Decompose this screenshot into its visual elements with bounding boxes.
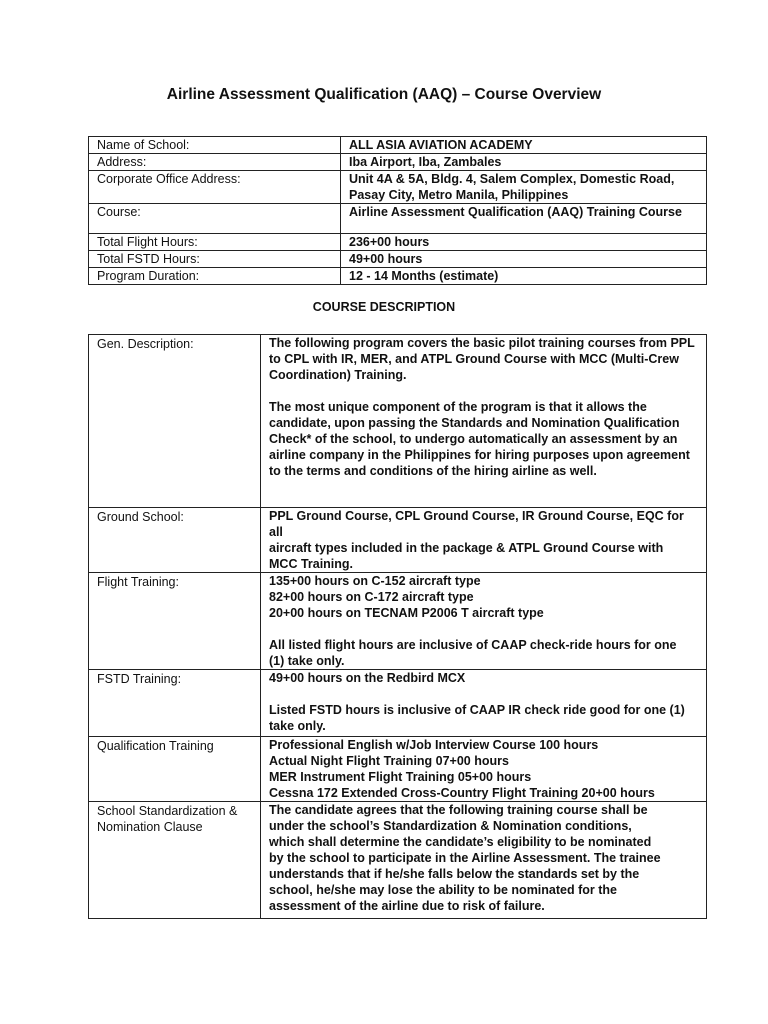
section-heading: COURSE DESCRIPTION — [312, 300, 456, 314]
text-line: (1) take only. — [269, 654, 345, 668]
text-line: 20+00 hours on TECNAM P2006 T aircraft type — [269, 606, 544, 620]
row-value — [261, 802, 707, 919]
row-label: Qualification Training — [89, 737, 261, 802]
row-label: Name of School: — [89, 137, 341, 154]
text-line: The candidate agrees that the following training course shall be — [269, 803, 648, 817]
label-line: School Standardization & — [97, 804, 238, 818]
text-line: PPL Ground Course, CPL Ground Course, IR Ground Course, EQC for all — [269, 509, 684, 539]
text-line: under the school’s Standardization & Nomination conditions, — [269, 819, 632, 833]
paragraph — [269, 399, 700, 479]
row-value — [261, 737, 707, 802]
row-label: Program Duration: — [89, 268, 341, 285]
value-line: Pasay City, Metro Manila, Philippines — [349, 188, 569, 202]
text-line: 135+00 hours on C-152 aircraft type — [269, 574, 481, 588]
text-line: candidate, upon passing the Standards and Nomination Qualification — [269, 416, 680, 430]
row-label: Total Flight Hours: — [89, 234, 341, 251]
text-line: to CPL with IR, MER, and ATPL Ground Course with MCC (Multi-Crew — [269, 352, 679, 366]
text-line: Coordination) Training. — [269, 368, 407, 382]
text-line: Check* of the school, to undergo automatically an assessment by an — [269, 432, 678, 446]
paragraph — [269, 737, 700, 801]
text-line: 49+00 hours on the Redbird MCX — [269, 671, 466, 685]
text-line: Actual Night Flight Training 07+00 hours — [269, 754, 509, 768]
row-value: ALL ASIA AVIATION ACADEMY — [341, 137, 707, 154]
row-label: Total FSTD Hours: — [89, 251, 341, 268]
text-line: by the school to participate in the Airline Assessment. The trainee — [269, 851, 661, 865]
row-value — [261, 335, 707, 508]
row-label: FSTD Training: — [89, 670, 261, 737]
text-line: MCC Training. — [269, 557, 354, 571]
row-value: Airline Assessment Qualification (AAQ) Training Course — [341, 204, 707, 234]
text-line: MER Instrument Flight Training 05+00 hours — [269, 770, 532, 784]
paragraph — [269, 573, 700, 621]
table-row — [89, 670, 707, 737]
text-line: assessment of the airline due to risk of failure. — [269, 899, 545, 913]
table-row — [89, 737, 707, 802]
text-line: airline company in the Philippines for hiring purposes upon agreement — [269, 448, 690, 462]
row-label: Gen. Description: — [89, 335, 261, 508]
table-row — [89, 204, 707, 234]
row-value: 12 - 14 Months (estimate) — [341, 268, 707, 285]
paragraph — [269, 335, 700, 383]
text-line: to the terms and conditions of the hiring airline as well. — [269, 464, 597, 478]
paragraph — [269, 802, 700, 914]
text-line: take only. — [269, 719, 326, 733]
text-line: which shall determine the candidate’s eligibility to be nominated — [269, 835, 652, 849]
page-title: Airline Assessment Qualification (AAQ) – Course Overview — [166, 86, 602, 103]
text-line: aircraft types included in the package & ATPL Ground Course with — [269, 541, 664, 555]
row-label: Flight Training: — [89, 573, 261, 670]
paragraph — [269, 670, 700, 686]
school-info-table — [88, 136, 707, 285]
table-row — [89, 171, 707, 204]
text-line: Cessna 172 Extended Cross-Country Flight Training 20+00 hours — [269, 786, 655, 800]
text-line: 82+00 hours on C-172 aircraft type — [269, 590, 474, 604]
table-row — [89, 154, 707, 171]
text-line: Listed FSTD hours is inclusive of CAAP IR check ride good for one (1) — [269, 703, 685, 717]
table-row — [89, 268, 707, 285]
paragraph — [269, 508, 700, 572]
row-label: Corporate Office Address: — [89, 171, 341, 204]
label-line: Nomination Clause — [97, 820, 203, 834]
paragraph — [269, 702, 700, 734]
row-value — [341, 171, 707, 204]
text-line: school, he/she may lose the ability to be nominated for the — [269, 883, 617, 897]
table-row — [89, 573, 707, 670]
text-line: understands that if he/she falls below the standards set by the — [269, 867, 640, 881]
text-line: The following program covers the basic pilot training courses from PPL — [269, 336, 695, 350]
row-label: Course: — [89, 204, 341, 234]
row-value — [261, 573, 707, 670]
row-label — [89, 802, 261, 919]
row-value — [261, 508, 707, 573]
table-row — [89, 508, 707, 573]
row-label: Address: — [89, 154, 341, 171]
table-row — [89, 234, 707, 251]
value-line: Unit 4A & 5A, Bldg. 4, Salem Complex, Domestic Road, — [349, 172, 675, 186]
table-row — [89, 251, 707, 268]
row-value — [261, 670, 707, 737]
text-line: Professional English w/Job Interview Course 100 hours — [269, 738, 599, 752]
row-value: 236+00 hours — [341, 234, 707, 251]
table-row — [89, 802, 707, 919]
course-description-table — [88, 334, 707, 919]
row-value: 49+00 hours — [341, 251, 707, 268]
paragraph — [269, 637, 700, 669]
table-row — [89, 335, 707, 508]
row-value: Iba Airport, Iba, Zambales — [341, 154, 707, 171]
text-line: The most unique component of the program is that it allows the — [269, 400, 647, 414]
text-line: All listed flight hours are inclusive of CAAP check-ride hours for one — [269, 638, 677, 652]
table-row — [89, 137, 707, 154]
row-label: Ground School: — [89, 508, 261, 573]
